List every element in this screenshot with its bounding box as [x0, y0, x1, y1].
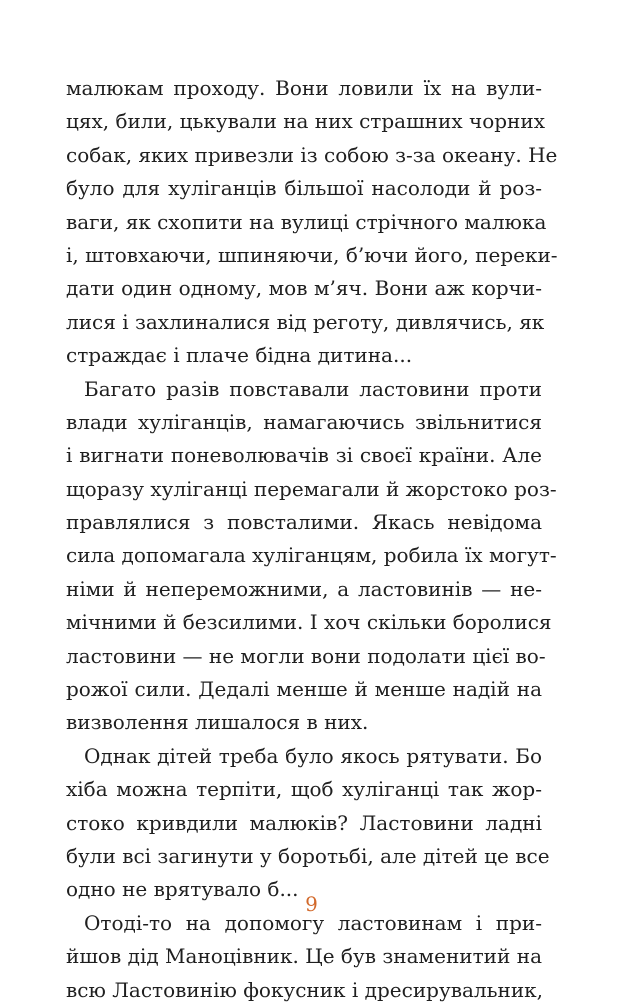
text-line: були всі загинути у боротьбі, але дітей це все: [66, 843, 550, 868]
text-line: страждає і плаче бідна дитина...: [66, 343, 413, 368]
text-line: лися і захлиналися від реготу, дивлячись, як: [66, 309, 545, 334]
text-line: правлялися з повсталими. Якась невідома: [66, 510, 542, 535]
text-line: Однак дітей треба було якось рятувати. Бо: [84, 743, 542, 768]
text-line: малюкам проходу. Вони ловили їх на вули-: [66, 76, 542, 100]
text-line: щоразу хуліганці перемагали й жорстоко роз-: [66, 476, 557, 501]
text-line: німи й непереможними, а ластовинів — не-: [66, 576, 542, 601]
text-line: влади хуліганців, намагаючись звільнитися: [66, 409, 542, 434]
text-line: цях, били, цькували на них страшних чорних: [66, 109, 545, 134]
text-line: було для хуліганців більшої насолоди й роз-: [66, 176, 542, 201]
text-line: стоко кривдили малюків? Ластовини ладні: [66, 810, 542, 835]
text-line: собак, яких привезли із собою з-за океану. Не: [66, 142, 558, 167]
text-line: всю Ластовинію фокусник і дресирувальник,: [66, 977, 544, 1002]
text-line: Отоді-то на допомогу ластовинам і при-: [84, 910, 542, 935]
text-line: мічними й безсилими. І хоч скільки боролися: [66, 610, 552, 635]
text-line: одно не врятувало б...: [66, 877, 299, 902]
text-line: сила допомагала хуліганцям, робила їх могут-: [66, 543, 557, 568]
book-page-text: [66, 72, 558, 1007]
text-line: ластовини — не могли вони подолати цієї во-: [66, 643, 546, 668]
text-line: рожої сили. Дедалі менше й менше надій на: [66, 677, 542, 702]
text-line: і вигнати поневолювачів зі своєї країни. Але: [66, 443, 542, 468]
text-line: ваги, як схопити на вулиці стрічного малюка: [66, 209, 547, 234]
text-line: хіба можна терпіти, щоб хуліганці так жор-: [66, 777, 542, 802]
text-line: визволення лишалося в них.: [66, 710, 369, 735]
text-line: дати один одному, мов м’яч. Вони аж корчи-: [66, 276, 542, 301]
text-line: йшов дід Маноцівник. Це був знаменитий на: [66, 944, 542, 969]
page-number: 9: [305, 892, 318, 916]
text-line: Багато разів повставали ластовини проти: [84, 376, 542, 401]
text-line: і, штовхаючи, шпиняючи, б’ючи його, переки-: [66, 242, 558, 267]
